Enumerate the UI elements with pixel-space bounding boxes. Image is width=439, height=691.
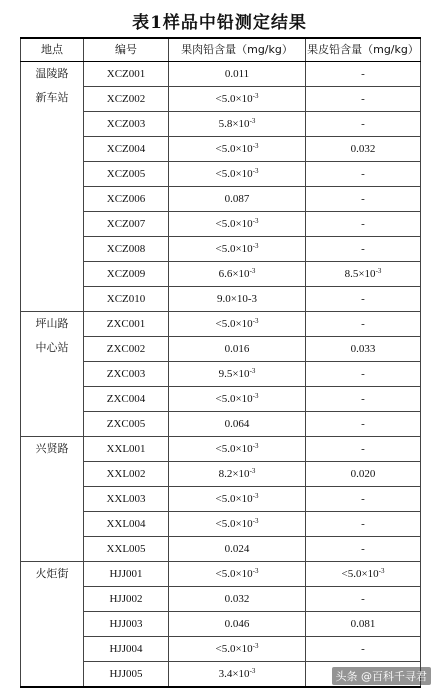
- value-text: <5.0×10: [215, 318, 253, 330]
- value-text: 9.0×10-3: [216, 293, 258, 305]
- value-text: <5.0×10: [215, 93, 253, 105]
- pulp-lead-cell: [169, 537, 306, 562]
- pulp-lead-cell: [169, 312, 306, 337]
- peel-lead-cell: [306, 312, 421, 337]
- location-cell: [21, 562, 84, 688]
- peel-lead-cell: [306, 137, 421, 162]
- code-cell: HJJ001: [84, 562, 169, 587]
- value-text: -: [361, 368, 365, 380]
- code-cell: XCZ008: [84, 237, 169, 262]
- pulp-lead-cell: [169, 587, 306, 612]
- exponent: -3: [375, 267, 382, 275]
- code-cell: XCZ007: [84, 212, 169, 237]
- value-text: 0.032: [224, 593, 250, 605]
- value-text: 0.024: [224, 543, 250, 555]
- value-text: -: [361, 193, 365, 205]
- pulp-lead-cell: [169, 487, 306, 512]
- pulp-lead-cell: [169, 162, 306, 187]
- value-text: -: [361, 418, 365, 430]
- peel-lead-cell: [306, 537, 421, 562]
- value-text: <5.0×10: [215, 568, 253, 580]
- location-line: 坪山路: [35, 317, 69, 330]
- exponent: -3: [252, 167, 259, 175]
- value-text: -: [361, 293, 365, 305]
- pulp-lead-cell: [169, 637, 306, 662]
- pulp-lead-cell: [169, 287, 306, 312]
- pulp-lead-cell: [169, 662, 306, 688]
- location-line: 温陵路: [35, 67, 69, 80]
- peel-lead-cell: [306, 262, 421, 287]
- pulp-lead-cell: [169, 262, 306, 287]
- table-row: [21, 312, 421, 337]
- pulp-lead-cell: [169, 437, 306, 462]
- peel-lead-cell: [306, 287, 421, 312]
- value-text: <5.0×10: [215, 393, 253, 405]
- value-text: <5.0×10: [215, 443, 253, 455]
- peel-lead-cell: [306, 112, 421, 137]
- table-body: [21, 62, 421, 688]
- exponent: -3: [252, 517, 259, 525]
- value-text: 0.011: [224, 68, 250, 80]
- value-text: <5.0×10: [215, 143, 253, 155]
- table-row: [21, 437, 421, 462]
- value-text: 0.087: [224, 193, 250, 205]
- value-text: -: [361, 168, 365, 180]
- code-cell: XXL001: [84, 437, 169, 462]
- peel-lead-cell: [306, 637, 421, 662]
- value-text: -: [361, 593, 365, 605]
- value-text: -: [361, 443, 365, 455]
- peel-lead-cell: [306, 87, 421, 112]
- exponent: -3: [249, 467, 256, 475]
- watermark: 头条 @百科千寻君: [332, 667, 432, 685]
- table-row: [21, 562, 421, 587]
- location-line: 兴贤路: [35, 442, 69, 455]
- code-cell: XCZ010: [84, 287, 169, 312]
- code-cell: XCZ009: [84, 262, 169, 287]
- peel-lead-cell: [306, 387, 421, 412]
- value-text: 0.046: [224, 618, 250, 630]
- pulp-lead-cell: [169, 387, 306, 412]
- value-text: -: [361, 318, 365, 330]
- peel-lead-cell: [306, 562, 421, 587]
- code-cell: HJJ004: [84, 637, 169, 662]
- pulp-lead-cell: [169, 462, 306, 487]
- code-cell: ZXC001: [84, 312, 169, 337]
- location-cell: [21, 437, 84, 562]
- code-cell: XCZ004: [84, 137, 169, 162]
- peel-lead-cell: [306, 487, 421, 512]
- exponent: -3: [378, 567, 385, 575]
- code-cell: XCZ005: [84, 162, 169, 187]
- pulp-lead-cell: [169, 112, 306, 137]
- code-cell: ZXC004: [84, 387, 169, 412]
- pulp-lead-cell: [169, 137, 306, 162]
- exponent: -3: [252, 142, 259, 150]
- value-text: -: [361, 118, 365, 130]
- value-text: -: [361, 518, 365, 530]
- code-cell: ZXC002: [84, 337, 169, 362]
- exponent: -3: [249, 367, 256, 375]
- exponent: -3: [252, 442, 259, 450]
- value-text: 6.6×10: [218, 268, 250, 280]
- table-row: [21, 62, 421, 87]
- exponent: -3: [249, 267, 256, 275]
- peel-lead-cell: [306, 462, 421, 487]
- value-text: <5.0×10: [215, 493, 253, 505]
- value-text: 8.5×10: [344, 268, 376, 280]
- exponent: -3: [249, 117, 256, 125]
- code-cell: ZXC003: [84, 362, 169, 387]
- value-text: 0.016: [224, 343, 250, 355]
- pulp-lead-cell: [169, 612, 306, 637]
- header-peel-lead: 果皮铅含量（mg/kg）: [306, 38, 421, 62]
- code-cell: HJJ005: [84, 662, 169, 688]
- code-cell: HJJ002: [84, 587, 169, 612]
- value-text: 0.020: [350, 468, 376, 480]
- value-text: 9.5×10: [218, 368, 250, 380]
- value-text: 5.8×10: [218, 118, 250, 130]
- exponent: -3: [252, 242, 259, 250]
- code-cell: XCZ001: [84, 62, 169, 87]
- peel-lead-cell: [306, 512, 421, 537]
- exponent: -3: [252, 92, 259, 100]
- code-cell: XXL003: [84, 487, 169, 512]
- header-pulp-lead: 果肉铅含量（mg/kg）: [169, 38, 306, 62]
- value-text: -: [361, 243, 365, 255]
- code-cell: XCZ006: [84, 187, 169, 212]
- location-line: 新车站: [35, 91, 69, 104]
- location-line: 中心站: [35, 341, 69, 354]
- pulp-lead-cell: [169, 62, 306, 87]
- pulp-lead-cell: [169, 512, 306, 537]
- value-text: 0.033: [350, 343, 376, 355]
- value-text: -: [361, 68, 365, 80]
- pulp-lead-cell: [169, 562, 306, 587]
- value-text: 8.2×10: [218, 468, 250, 480]
- table-header-row: [21, 38, 421, 62]
- code-cell: XXL005: [84, 537, 169, 562]
- peel-lead-cell: [306, 62, 421, 87]
- code-cell: ZXC005: [84, 412, 169, 437]
- peel-lead-cell: [306, 412, 421, 437]
- exponent: -3: [252, 317, 259, 325]
- exponent: -3: [252, 217, 259, 225]
- peel-lead-cell: [306, 237, 421, 262]
- value-text: -: [361, 493, 365, 505]
- exponent: -3: [249, 667, 256, 675]
- location-cell: [21, 62, 84, 312]
- header-code: 编号: [84, 38, 169, 62]
- location-cell: [21, 312, 84, 437]
- peel-lead-cell: [306, 362, 421, 387]
- exponent: -3: [252, 392, 259, 400]
- pulp-lead-cell: [169, 412, 306, 437]
- value-text: 0.032: [350, 143, 376, 155]
- value-text: <5.0×10: [215, 168, 253, 180]
- peel-lead-cell: [306, 212, 421, 237]
- value-text: -: [361, 643, 365, 655]
- pulp-lead-cell: [169, 362, 306, 387]
- peel-lead-cell: [306, 162, 421, 187]
- code-cell: XCZ003: [84, 112, 169, 137]
- value-text: -: [361, 543, 365, 555]
- peel-lead-cell: [306, 337, 421, 362]
- peel-lead-cell: [306, 437, 421, 462]
- code-cell: XXL002: [84, 462, 169, 487]
- value-text: <5.0×10: [215, 643, 253, 655]
- exponent: -3: [252, 567, 259, 575]
- value-text: -: [361, 93, 365, 105]
- value-text: -: [361, 393, 365, 405]
- lead-results-table: [20, 37, 421, 688]
- peel-lead-cell: [306, 612, 421, 637]
- value-text: <5.0×10: [215, 218, 253, 230]
- pulp-lead-cell: [169, 87, 306, 112]
- value-text: <5.0×10: [215, 243, 253, 255]
- value-text: -: [361, 218, 365, 230]
- value-text: 0.064: [224, 418, 250, 430]
- code-cell: HJJ003: [84, 612, 169, 637]
- code-cell: XCZ002: [84, 87, 169, 112]
- exponent: -3: [252, 492, 259, 500]
- pulp-lead-cell: [169, 187, 306, 212]
- value-text: <5.0×10: [215, 518, 253, 530]
- peel-lead-cell: [306, 187, 421, 212]
- value-text: 0.081: [350, 618, 376, 630]
- value-text: 3.4×10: [218, 668, 250, 680]
- code-cell: XXL004: [84, 512, 169, 537]
- location-line: 火炬街: [35, 567, 69, 580]
- table-title: 表1样品中铅测定结果: [132, 13, 307, 33]
- header-location: 地点: [21, 38, 84, 62]
- peel-lead-cell: [306, 587, 421, 612]
- pulp-lead-cell: [169, 337, 306, 362]
- exponent: -3: [252, 642, 259, 650]
- value-text: <5.0×10: [341, 568, 379, 580]
- pulp-lead-cell: [169, 212, 306, 237]
- pulp-lead-cell: [169, 237, 306, 262]
